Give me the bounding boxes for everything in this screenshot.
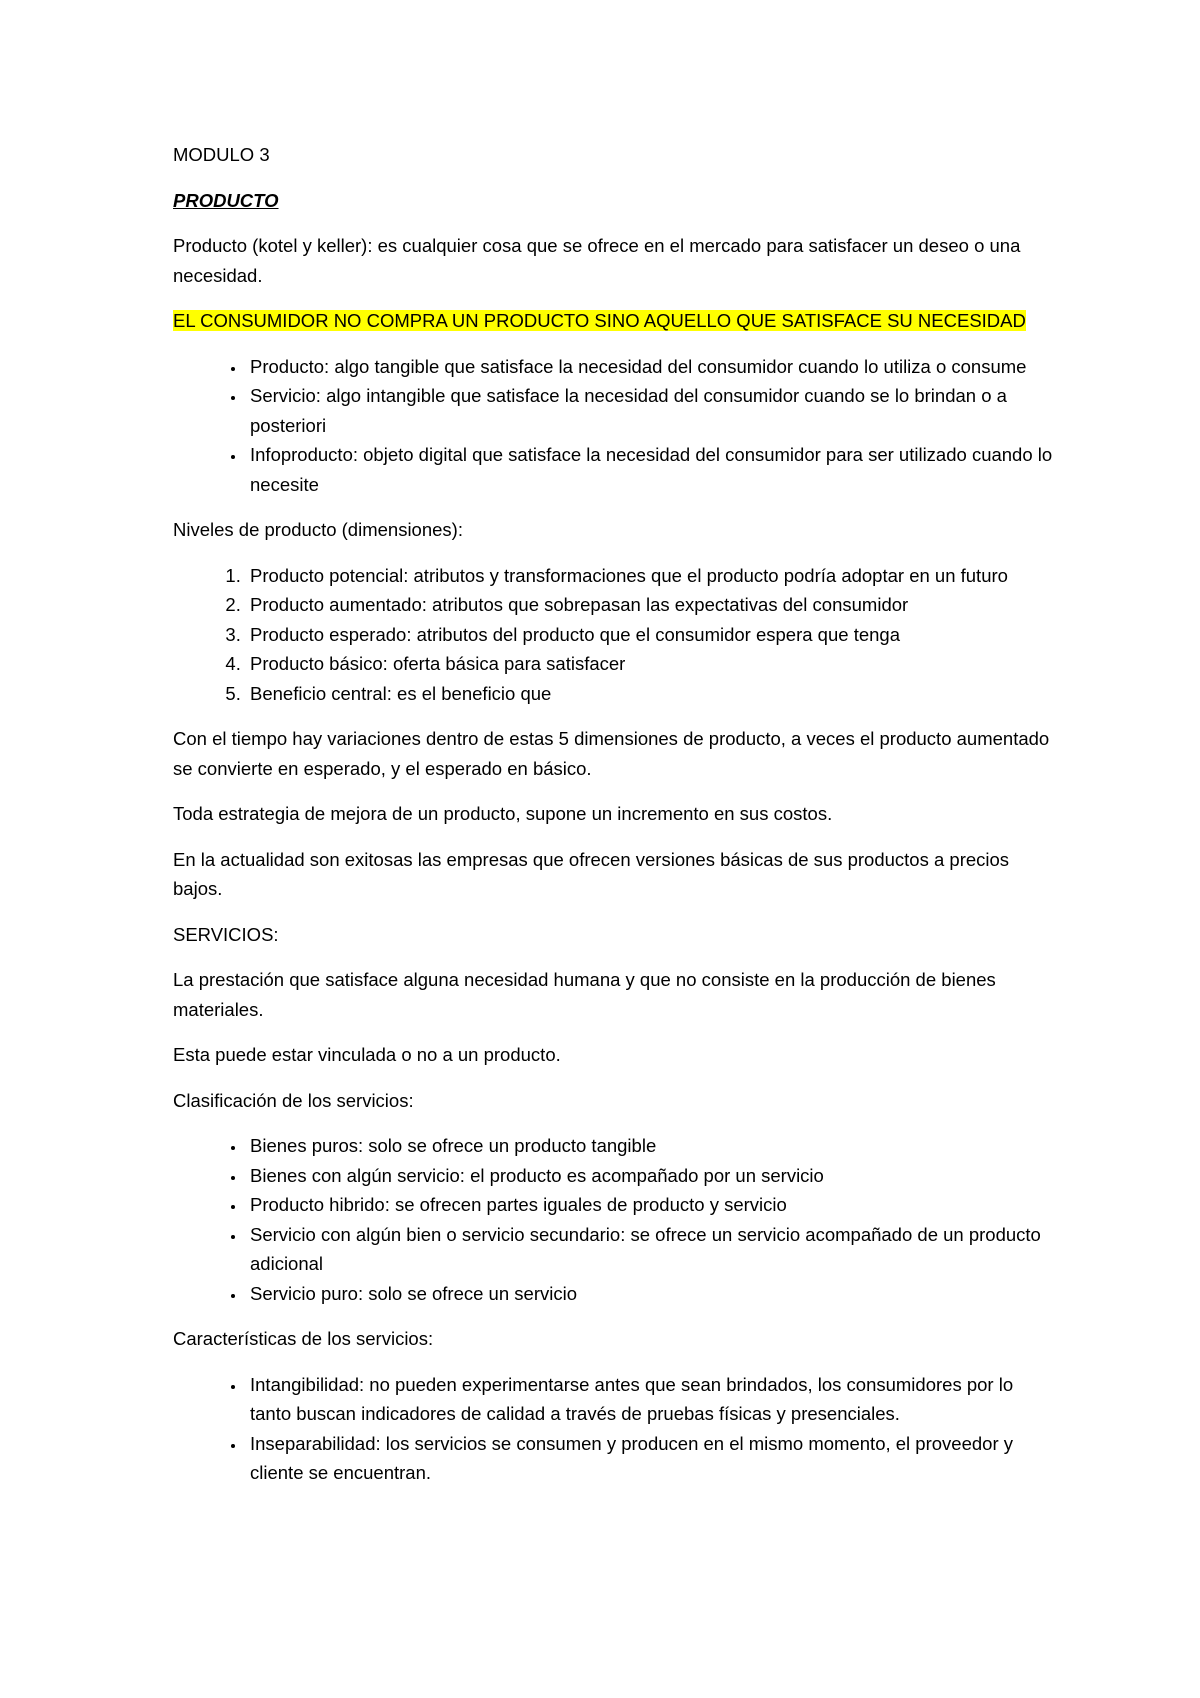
levels-heading: Niveles de producto (dimensiones):	[173, 519, 463, 540]
list-item: • Producto hibrido: se ofrecen partes iguales de producto y servicio	[246, 1190, 1053, 1220]
servicios-note: Esta puede estar vinculada o no a un producto.	[173, 1044, 561, 1065]
list-item: 5. Beneficio central: es el beneficio que	[246, 679, 1053, 709]
servicios-definition: La prestación que satisface alguna necesidad humana y que no consiste en la producción de bienes materiales.	[173, 969, 996, 1020]
paragraph: Con el tiempo hay variaciones dentro de estas 5 dimensiones de producto, a veces el producto aumentado se convierte en esperado, y el esperado en básico.	[173, 728, 1050, 779]
list-item: • Intangibilidad: no pueden experimentarse antes que sean brindados, los consumidores por lo tanto buscan indicadores de calidad a través de pruebas físicas y presenciales.	[246, 1370, 1053, 1429]
classification-list	[173, 1131, 1053, 1308]
highlight-paragraph	[173, 306, 1053, 336]
producto-definition: Producto (kotel y keller): es cualquier cosa que se ofrece en el mercado para satisfacer un deseo o una necesidad.	[173, 235, 1021, 286]
product-types-list	[173, 352, 1053, 500]
highlighted-text: EL CONSUMIDOR NO COMPRA UN PRODUCTO SINO AQUELLO QUE SATISFACE SU NECESIDAD	[173, 310, 1026, 331]
section-heading-producto-text: PRODUCTO	[173, 189, 279, 211]
product-levels-list	[173, 561, 1053, 709]
list-item: • Inseparabilidad: los servicios se consumen y producen en el mismo momento, el proveedor y cliente se encuentran.	[246, 1429, 1053, 1488]
list-item: • Servicio: algo intangible que satisface la necesidad del consumidor cuando se lo brindan o a posteriori	[246, 381, 1053, 440]
list-item: • Servicio puro: solo se ofrece un servicio	[246, 1279, 1053, 1309]
list-item: • Infoproducto: objeto digital que satisface la necesidad del consumidor para ser utilizado cuando lo necesite	[246, 440, 1053, 499]
list-item: • Bienes con algún servicio: el producto es acompañado por un servicio	[246, 1161, 1053, 1191]
list-item: • Bienes puros: solo se ofrece un producto tangible	[246, 1131, 1053, 1161]
characteristics-list	[173, 1370, 1053, 1488]
section-heading-producto	[173, 186, 1053, 216]
list-item: • Producto: algo tangible que satisface la necesidad del consumidor cuando lo utiliza o consume	[246, 352, 1053, 382]
paragraph: En la actualidad son exitosas las empresas que ofrecen versiones básicas de sus productos a precios bajos.	[173, 848, 1010, 899]
paragraph: Toda estrategia de mejora de un producto, supone un incremento en sus costos.	[173, 803, 833, 824]
page-title: MODULO 3	[173, 144, 270, 165]
list-item: 2. Producto aumentado: atributos que sobrepasan las expectativas del consumidor	[246, 590, 1053, 620]
section-heading-servicios: SERVICIOS:	[173, 923, 279, 945]
document-page	[173, 140, 1053, 1504]
list-item: 3. Producto esperado: atributos del producto que el consumidor espera que tenga	[246, 620, 1053, 650]
list-item: 4. Producto básico: oferta básica para satisfacer	[246, 649, 1053, 679]
classification-heading: Clasificación de los servicios:	[173, 1089, 414, 1111]
list-item: • Servicio con algún bien o servicio secundario: se ofrece un servicio acompañado de un producto adicional	[246, 1220, 1053, 1279]
characteristics-heading: Características de los servicios:	[173, 1328, 434, 1349]
list-item: 1. Producto potencial: atributos y transformaciones que el producto podría adoptar en un futuro	[246, 561, 1053, 591]
